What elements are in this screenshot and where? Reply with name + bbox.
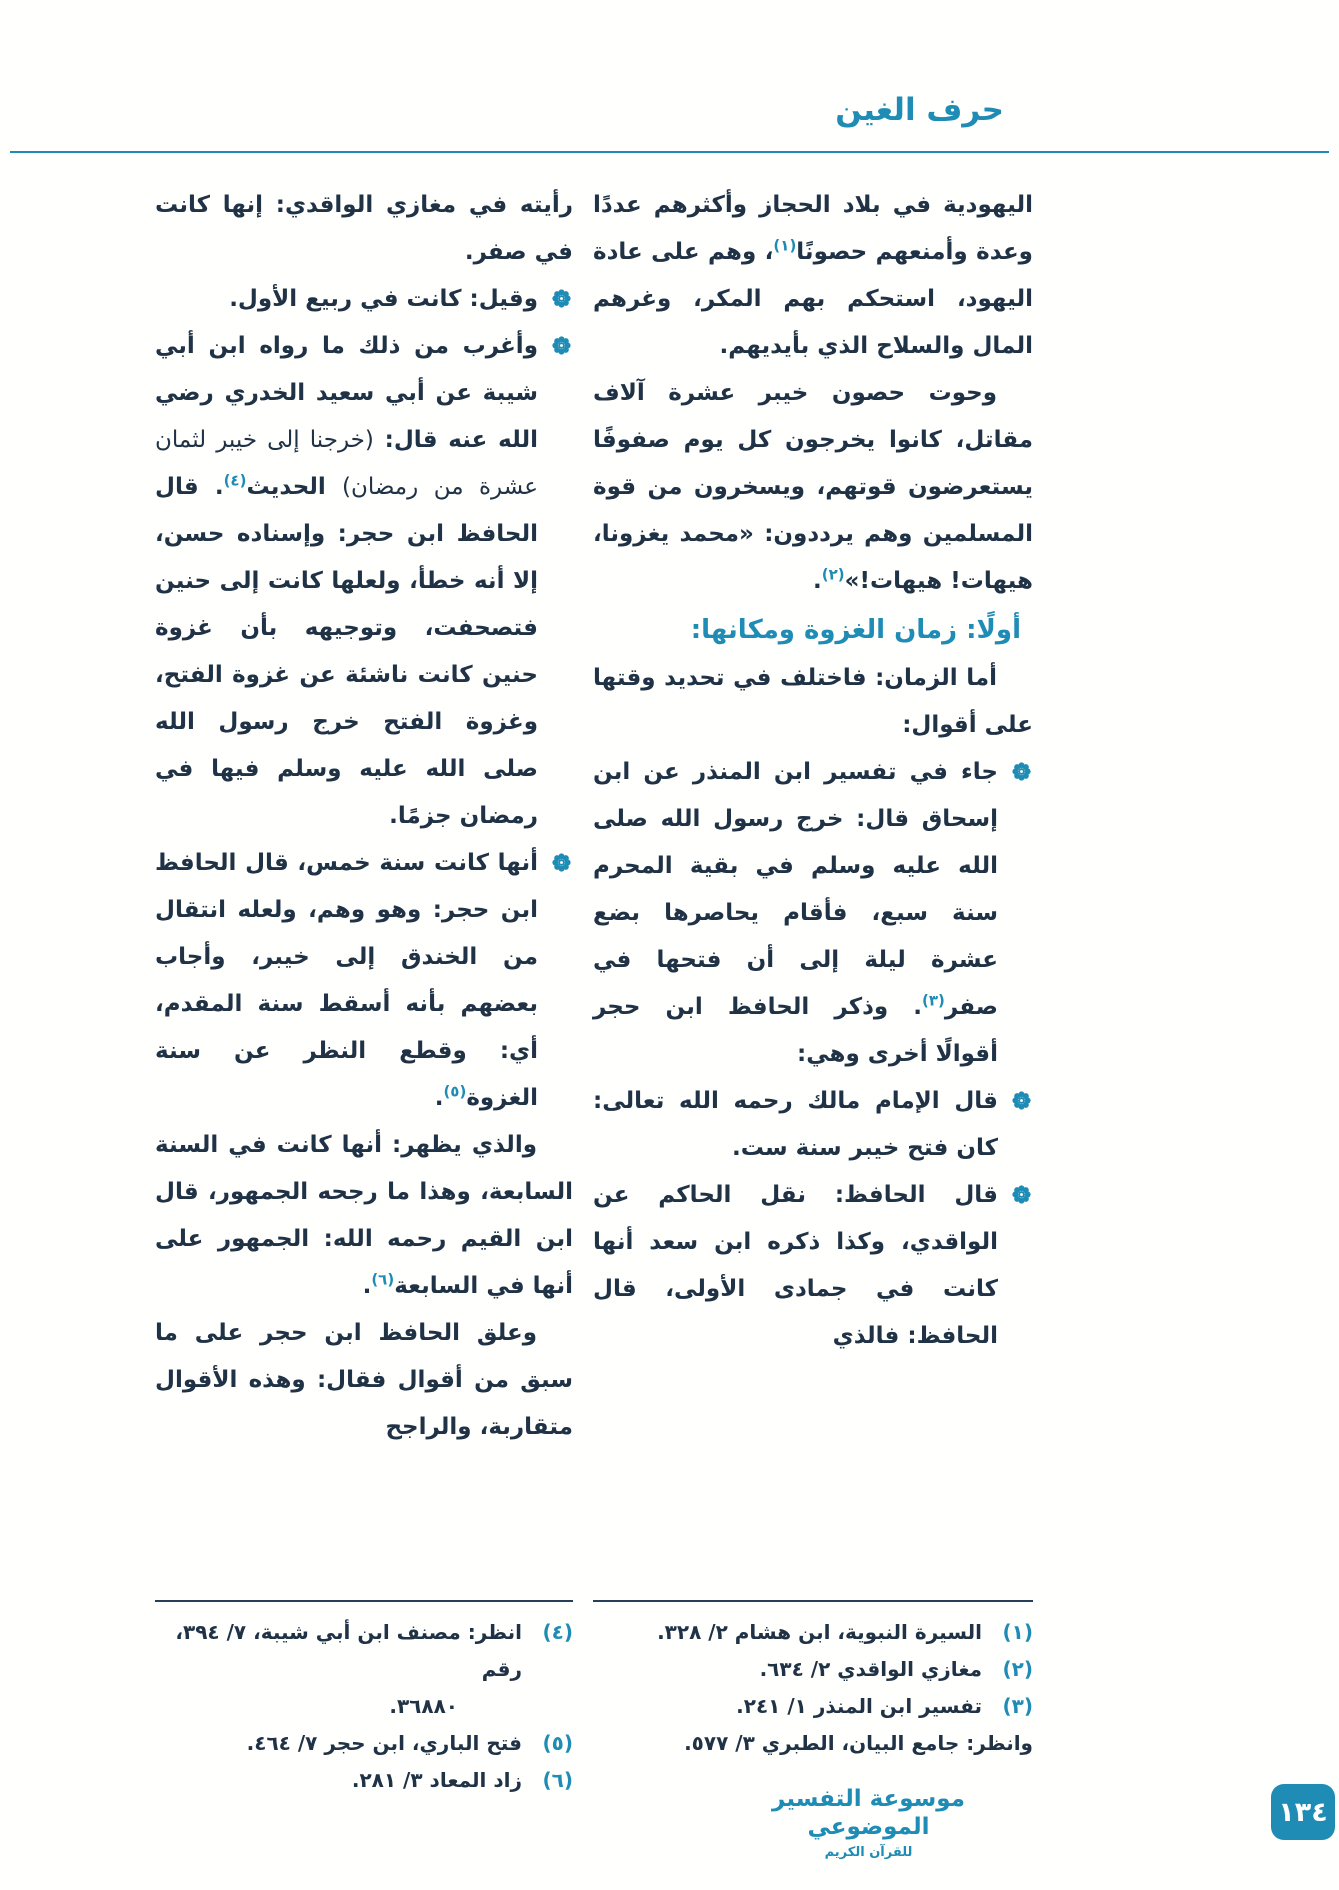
bullet-paragraph [155, 840, 573, 1122]
footnote-body [593, 1688, 982, 1725]
footnote [593, 1688, 1033, 1725]
publisher-logo-subtitle: للقرآن الكريم [824, 1845, 913, 1861]
footnote-text: وانظر: جامع البيان، الطبري ٣/ ٥٧٧. [684, 1731, 1033, 1755]
footnotes-area [155, 1600, 1033, 1799]
footnote [593, 1725, 1033, 1762]
footnote-number: (٤) [542, 1620, 573, 1644]
section-heading [593, 605, 1033, 655]
chapter-title: حرف الغين [835, 92, 1004, 128]
footnote-number: (٢) [1002, 1657, 1033, 1681]
content-columns [155, 182, 1033, 1594]
bullet-paragraph [155, 276, 573, 323]
flower-bullet-icon [1012, 1185, 1031, 1204]
text-run: . [434, 1085, 444, 1111]
text-run: قال الحافظ: نقل الحاكم عن الواقدي، وكذا ذكره ابن سعد أنها كانت في جمادى الأولى، قال الحافظ: فالذي [593, 1182, 998, 1349]
bullet-paragraph [593, 1172, 1033, 1360]
footnote [155, 1725, 573, 1762]
footnote-text: مغازي الواقدي ٢/ ٦٣٤. [759, 1657, 982, 1681]
footnote-ref: (٤) [223, 471, 247, 490]
text-run: والذي يظهر: أنها كانت في السنة السابعة، وهذا ما رجحه الجمهور، قال ابن القيم رحمه الله: الجمهور على أنها في السابعة [155, 1132, 573, 1299]
footnote [593, 1614, 1033, 1651]
paragraph [155, 182, 573, 276]
footnote-text: زاد المعاد ٣/ ٢٨١. [351, 1768, 522, 1792]
footnote-body [593, 1725, 1033, 1762]
column-right [593, 182, 1033, 1594]
footnote-text: ٣٦٨٨٠. [389, 1694, 458, 1718]
flower-bullet-icon [552, 289, 571, 308]
footnote-number: (٥) [542, 1731, 573, 1755]
footnote-body [155, 1762, 522, 1799]
header-rule [10, 151, 1329, 153]
paragraph [593, 182, 1033, 370]
text-run: أولًا: زمان الغزوة ومكانها: [690, 615, 1021, 645]
footnote-number: (٣) [1002, 1694, 1033, 1718]
footnote [155, 1614, 573, 1725]
text-run: وحوت حصون خيبر عشرة آلاف مقاتل، كانوا يخرجون كل يوم صفوفًا يستعرضون قوتهم، ويسخرون من قوة المسلمين وهم يرددون: «محمد يغزونا، هيهات! هيهات!» [593, 380, 1033, 594]
footnote-block-left [155, 1600, 573, 1799]
text-run: جاء في تفسير ابن المنذر عن ابن إسحاق قال: خرج رسول الله صلى الله عليه وسلم في بقية المحرم سنة سبع، فأقام يحاصرها بضع عشرة ليلة إلى أن فتحها في صفر [593, 759, 998, 1020]
footnote-ref: (٦) [371, 1270, 395, 1289]
text-run: ، وهم على عادة اليهود، استحكم بهم المكر، وغرهم المال والسلاح الذي بأيديهم. [593, 239, 1033, 359]
text-run: أما الزمان: فاختلف في تحديد وقتها على أقوال: [593, 665, 1033, 738]
paragraph [155, 1122, 573, 1310]
paragraph [155, 1310, 573, 1451]
bullet-paragraph [593, 749, 1033, 1078]
text-run: . وذكر الحافظ ابن حجر أقوالًا أخرى وهي: [593, 994, 998, 1067]
bullet-paragraph [155, 323, 573, 840]
footnote-ref: (٥) [443, 1082, 467, 1101]
flower-bullet-icon [552, 336, 571, 355]
bullet-paragraph [593, 1078, 1033, 1172]
page-number: ١٣٤ [1278, 1796, 1328, 1828]
footnote-text: السيرة النبوية، ابن هشام ٢/ ٣٢٨. [657, 1620, 982, 1644]
footnote-body [155, 1725, 522, 1762]
footnote-ref: (٢) [821, 565, 845, 584]
text-run: اليهودية في بلاد الحجاز وأكثرهم عددًا وعدة وأمنعهم حصونًا [593, 192, 1033, 265]
footnote-number: (١) [1002, 1620, 1033, 1644]
text-run: وأغرب من ذلك ما رواه ابن أبي شيبة عن أبي سعيد الخدري رضي الله عنه قال: [155, 333, 539, 453]
footnote-body [593, 1614, 982, 1651]
paragraph [593, 370, 1033, 605]
footnote [593, 1651, 1033, 1688]
footnote-text: فتح الباري، ابن حجر ٧/ ٤٦٤. [246, 1731, 522, 1755]
footnote-number: (٦) [542, 1768, 573, 1792]
column-left [155, 182, 573, 1594]
text-run: وعلق الحافظ ابن حجر على ما سبق من أقوال فقال: وهذه الأقوال متقاربة، والراجح [155, 1320, 573, 1440]
text-run: قال الإمام مالك رحمه الله تعالى: كان فتح خيبر سنة ست. [593, 1088, 998, 1161]
footnote [155, 1762, 573, 1799]
paragraph [593, 655, 1033, 749]
text-run: . قال الحافظ ابن حجر: وإسناده حسن، إلا أنه خطأ، ولعلها كانت إلى حنين فتصحفت، وتوجيهه بأن غزوة حنين كانت ناشئة عن غزوة الفتح، وغزوة الفتح خرج رسول الله صلى الله عليه وسلم فيها في رمضان جزمًا. [155, 474, 538, 829]
publisher-logo-title: موسوعة التفسير الموضوعي [772, 1786, 965, 1840]
footnote-block-right [593, 1600, 1033, 1799]
text-run: . [812, 568, 822, 594]
hadith-quote: (خرجنا إلى خيبر لثمان عشرة من رمضان) [155, 427, 538, 500]
text-run: رأيته في مغازي الواقدي: إنها كانت في صفر. [155, 192, 573, 265]
footnote-ref: (١) [773, 236, 797, 255]
text-run: . [362, 1273, 372, 1299]
page-number-badge [1271, 1784, 1335, 1840]
flower-bullet-icon [552, 853, 571, 872]
text-run: أنها كانت سنة خمس، قال الحافظ ابن حجر: وهو وهم، ولعله انتقال من الخندق إلى خيبر، وأجاب بعضهم بأنه أسقط سنة المقدم، أي: وقطع النظر عن سنة الغزوة [155, 850, 538, 1111]
footnote-body [155, 1614, 522, 1725]
footnote-body [593, 1651, 982, 1688]
footnote-text: انظر: مصنف ابن أبي شيبة، ٧/ ٣٩٤، رقم [175, 1620, 522, 1681]
text-run: الحديث [246, 474, 342, 500]
flower-bullet-icon [1012, 762, 1031, 781]
publisher-logo [756, 1786, 981, 1861]
flower-bullet-icon [1012, 1091, 1031, 1110]
text-run: وقيل: كانت في ربيع الأول. [229, 286, 538, 312]
footnote-ref: (٣) [922, 991, 945, 1010]
footnote-text: تفسير ابن المنذر ١/ ٢٤١. [736, 1694, 982, 1718]
